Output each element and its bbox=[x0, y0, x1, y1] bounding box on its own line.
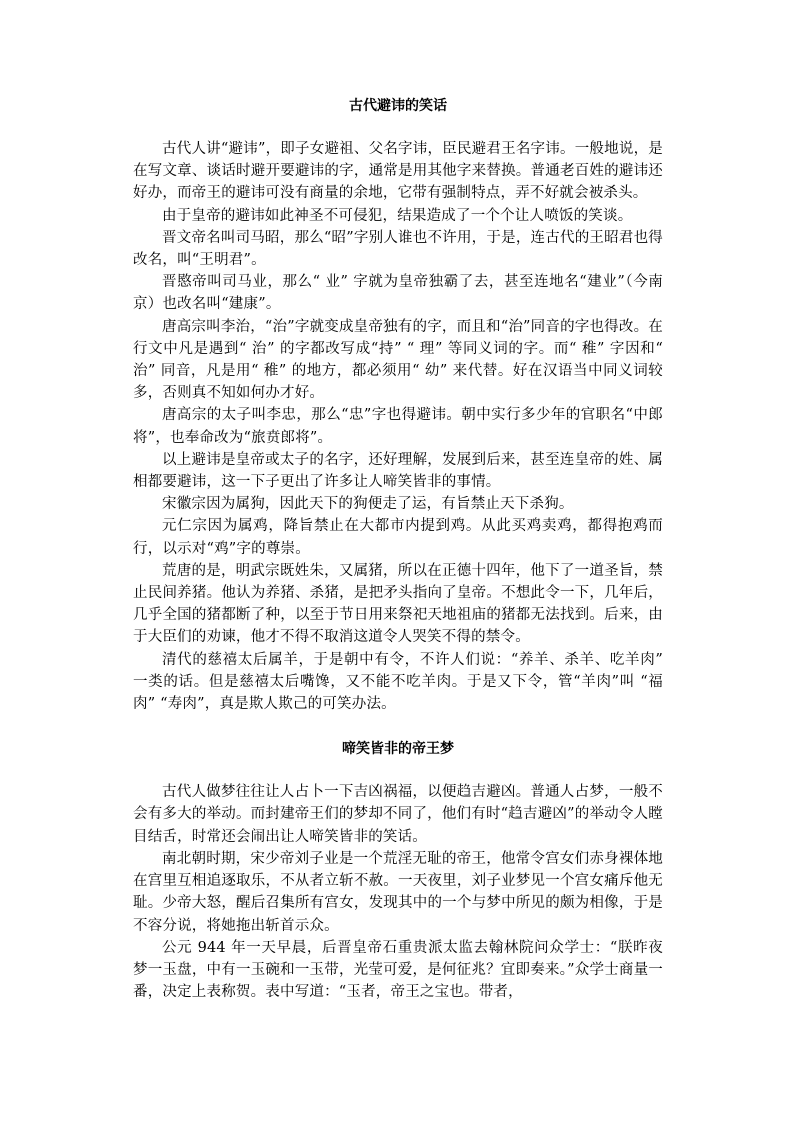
paragraph: 晋愍帝叫司马业，那么“ 业” 字就为皇帝独霸了去，甚至连地名“建业”（今南京）也改名叫“建康”。 bbox=[133, 274, 663, 313]
paragraph: 古代人讲“避讳”，即子女避祖、父名字讳，臣民避君王名字讳。一般地说，是在写文章、谈话时避开要避讳的字，通常是用其他字来替换。普通老百姓的避讳还好办，而帝王的避讳可没有商量的余地，它带有强制特点，弄不好就会被杀头。 bbox=[133, 141, 663, 202]
paragraph: 公元 944 年一天早晨，后晋皇帝石重贵派太监去翰林院问众学士：“朕昨夜梦一玉盘，中有一玉碗和一玉带，光莹可爱，是何征兆？宜即奏来。”众学士商量一番，决定上表称贺。表中写道：“玉者，帝王之宝也。带者， bbox=[133, 939, 663, 1001]
document-body bbox=[133, 96, 663, 1003]
section-body-dreams bbox=[133, 781, 663, 1003]
paragraph: 由于皇帝的避讳如此神圣不可侵犯，结果造成了一个个让人喷饭的笑谈。 bbox=[162, 207, 633, 224]
paragraph: 以上避讳是皇帝或太子的名字，还好理解，发展到后来，甚至连皇帝的姓、属相都要避讳，这一下子更出了许多让人啼笑皆非的事情。 bbox=[133, 451, 663, 491]
paragraph: 宋徽宗因为属狗，因此天下的狗便走了运，有旨禁止天下杀狗。 bbox=[162, 496, 574, 513]
paragraph: 唐高宗叫李治，“治”字就变成皇帝独有的字，而且和“治”同音的字也得改。在行文中凡是遇到“ 治” 的字都改写成“持” “ 理” 等同义词的字。而“ 稚” 字因和“ 治” 同音，凡是用“ 稚” 的地方，都必须用“ 幼” 来代替。好在汉语当中同义词较多，否则真不知如何办才好。 bbox=[133, 318, 663, 402]
paragraph: 晋文帝名叫司马昭，那么“昭”字别人谁也不许用，于是，连古代的王昭君也得改名，叫“王明君”。 bbox=[133, 229, 663, 269]
section-title-dreams: 啼笑皆非的帝王梦 bbox=[342, 741, 454, 758]
section-title-jokes: 古代避讳的笑话 bbox=[349, 98, 447, 114]
paragraph: 元仁宗因为属鸡，降旨禁止在大都市内提到鸡。从此买鸡卖鸡，都得抱鸡而行，以示对“鸡”字的尊崇。 bbox=[133, 518, 663, 557]
paragraph: 清代的慈禧太后属羊，于是朝中有令，不许人们说：“养羊、杀羊、吃羊肉” 一类的话。但是慈禧太后嘴馋，又不能不吃羊肉。于是又下令，管“羊肉”叫 “福肉” “寿肉”，真是欺人欺己的可笑办法。 bbox=[133, 651, 663, 713]
paragraph: 古代人做梦往往让人占卜一下吉凶祸福，以便趋吉避凶。普通人占梦，一般不会有多大的举动。而封建帝王们的梦却不同了，他们有时“趋吉避凶”的举动令人瞠目结舌，时常还会闹出让人啼笑皆非的笑话。 bbox=[133, 784, 663, 845]
paragraph: 唐高宗的太子叫李忠，那么“忠”字也得避讳。朝中实行多少年的官职名“中郎将”，也奉命改为“旅贲郎将”。 bbox=[133, 407, 663, 446]
paragraph: 荒唐的是，明武宗既姓朱，又属猪，所以在正德十四年，他下了一道圣旨，禁止民间养猪。他认为养猪、杀猪，是把矛头指向了皇帝。不想此令一下，几年后，几乎全国的猪都断了种，以至于节日用来祭祀天地祖庙的猪都无法找到。后来，由于大臣们的劝谏，他才不得不取消这道令人哭笑不得的禁令。 bbox=[133, 562, 663, 646]
section-body-jokes bbox=[133, 138, 663, 715]
paragraph: 南北朝时期，宋少帝刘子业是一个荒淫无耻的帝王，他常令宫女们赤身裸体地在宫里互相追逐取乐，不从者立斩不赦。一天夜里，刘子业梦见一个宫女痛斥他无耻。少帝大怒，醒后召集所有宫女，发现其中的一个与梦中所见的颇为相像，于是不容分说，将她拖出斩首示众。 bbox=[133, 850, 663, 934]
